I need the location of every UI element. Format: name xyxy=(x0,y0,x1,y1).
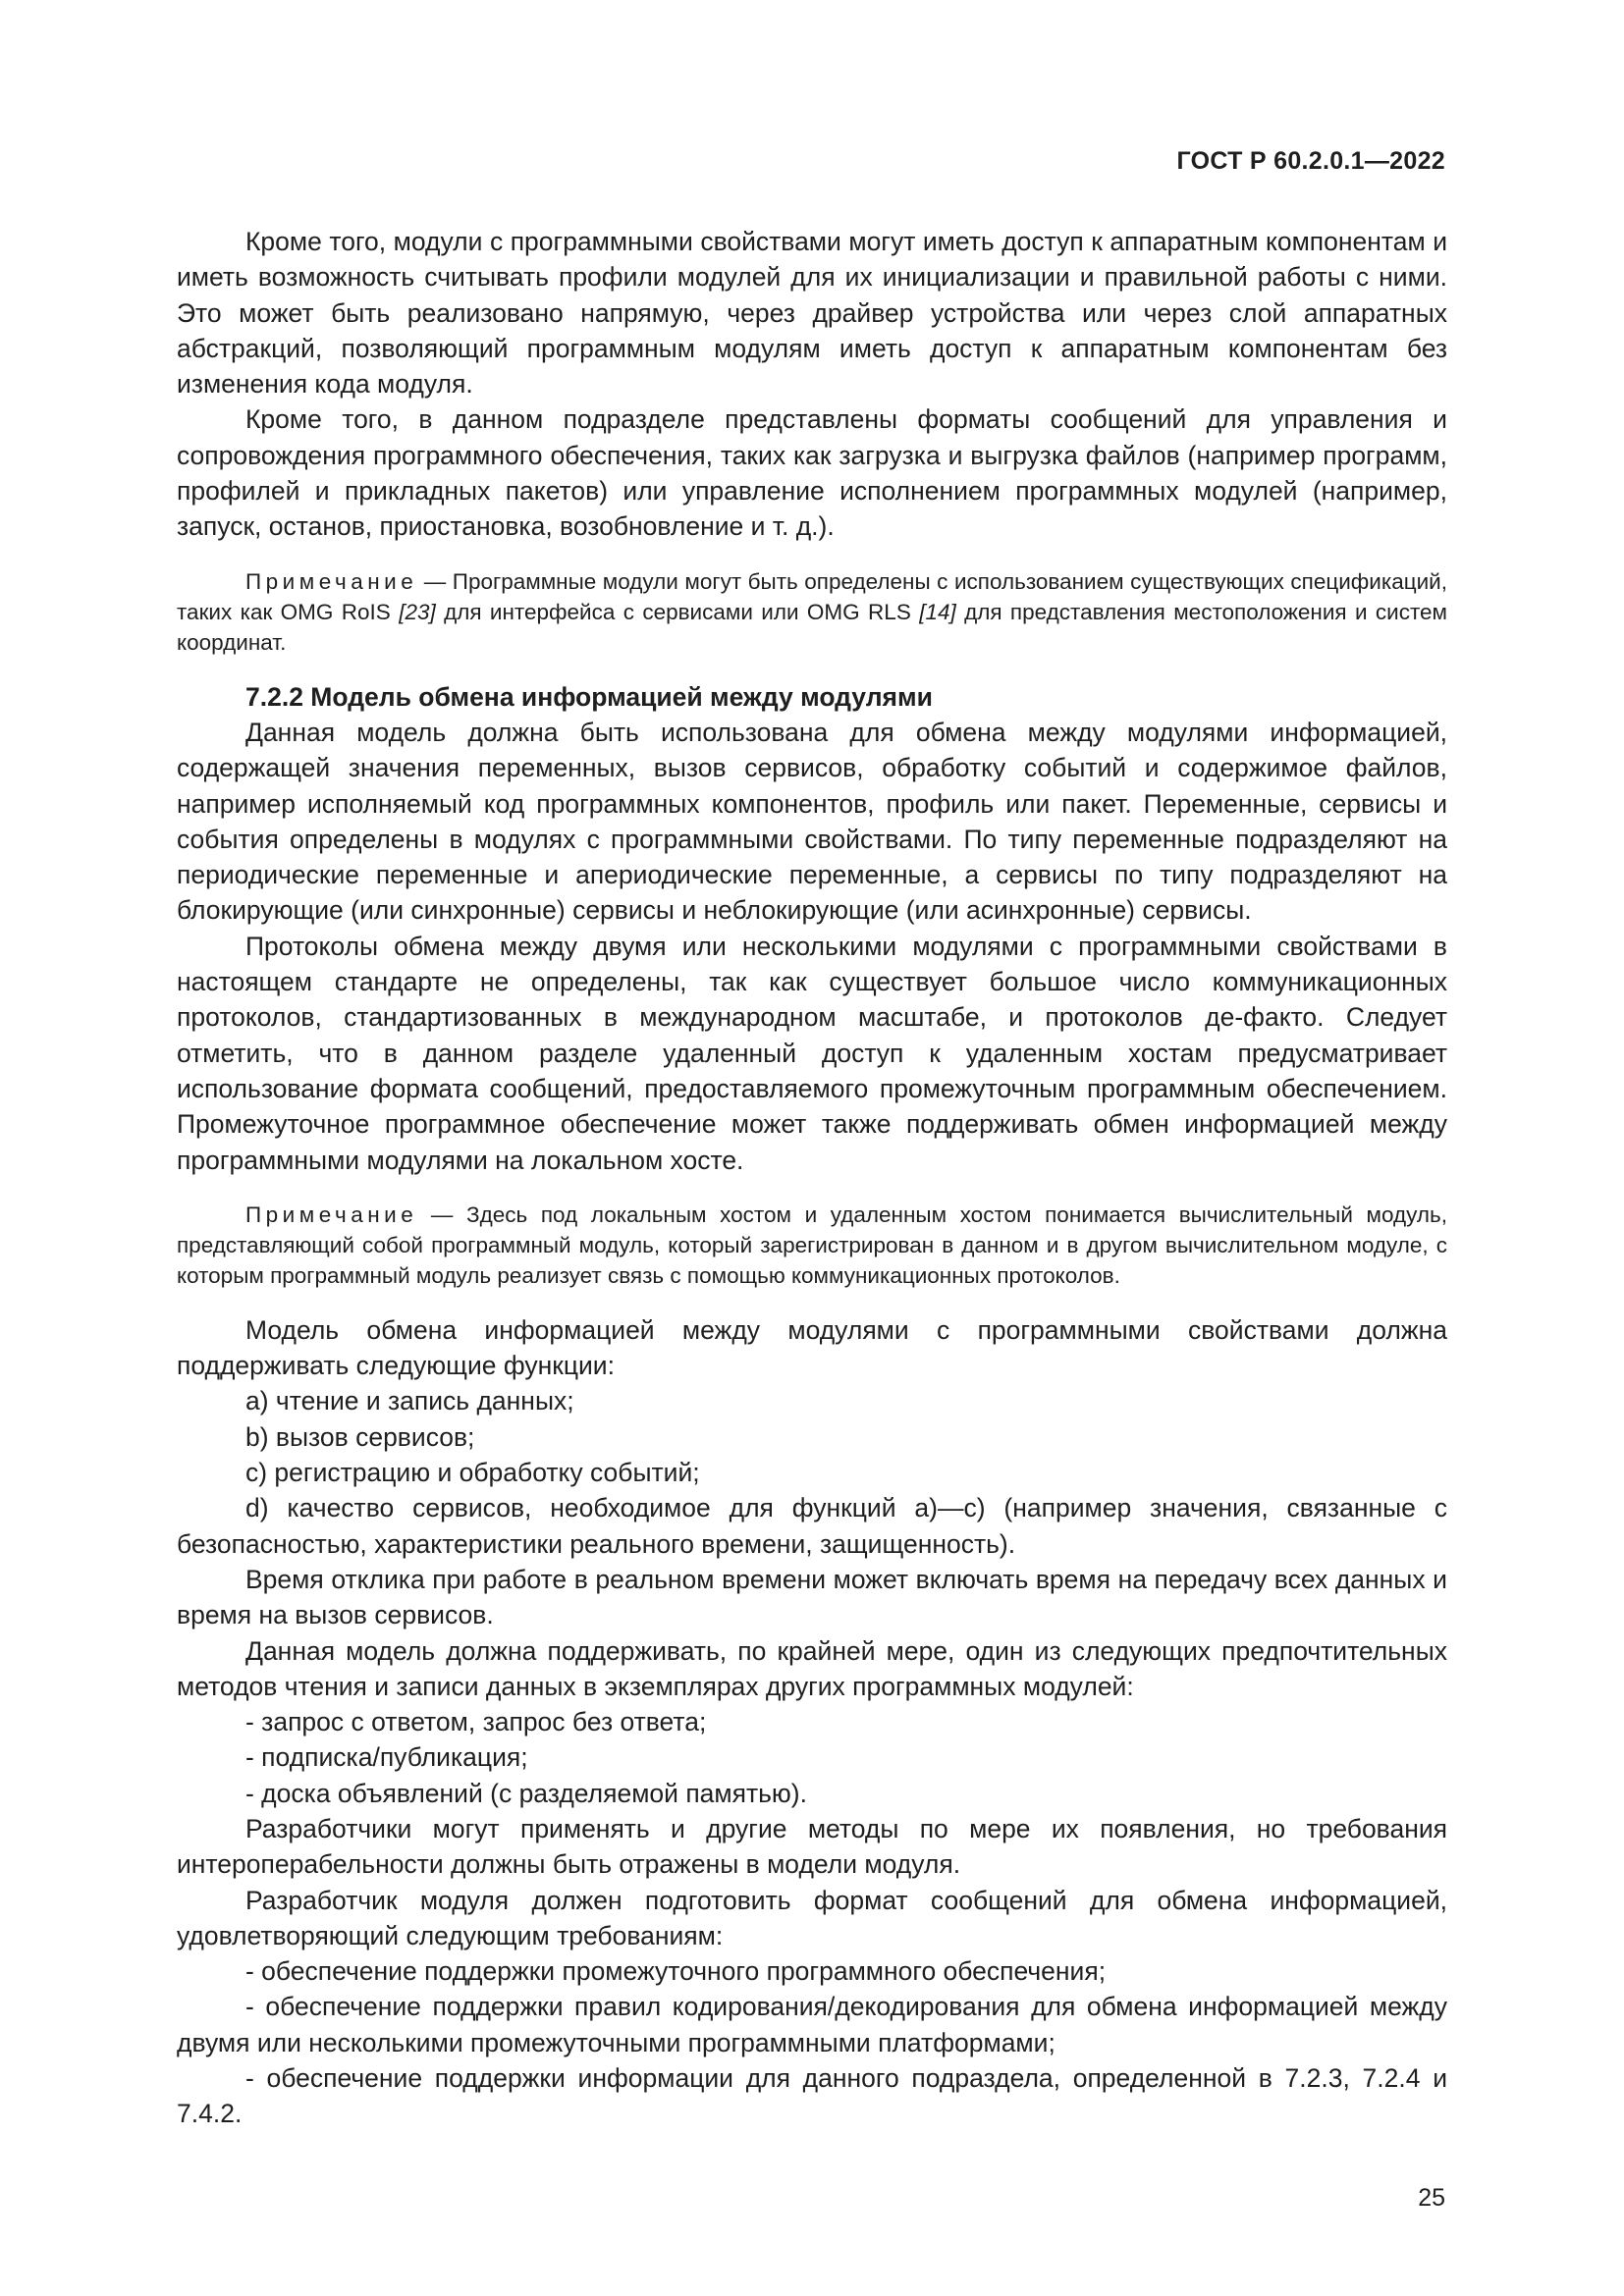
section-heading: 7.2.2 Модель обмена информацией между модулями xyxy=(245,681,933,712)
paragraph: Модель обмена информацией между модулями с программными свойствами должна поддерживать следующие функции: xyxy=(177,1314,1447,1381)
list-item: - обеспечение поддержки промежуточного программного обеспечения; xyxy=(245,1956,1107,1987)
list-item: a) чтение и запись данных; xyxy=(245,1386,574,1416)
list-item: - запрос с ответом, запрос без ответа; xyxy=(245,1707,707,1737)
note: Примечание — Здесь под локальным хостом и удаленным хостом понимается вычислительный модуль, представляющий собой программный модуль, который зарегистрирован в данном и в другом вычислительном модуле, с которым программный модуль реализует связь с помощью коммуникационных протоколов. xyxy=(177,1201,1447,1288)
note-label: Примечание xyxy=(245,1201,418,1227)
list-item: b) вызов сервисов; xyxy=(245,1421,475,1452)
list-item: c) регистрацию и обработку событий; xyxy=(245,1458,700,1488)
document-body xyxy=(177,224,1447,2132)
document-header: ГОСТ Р 60.2.0.1—2022 xyxy=(1176,147,1445,175)
page-number: 25 xyxy=(1418,2184,1445,2212)
paragraph: Разработчик модуля должен подготовить формат сообщений для обмена информацией, удовлетворяющий следующим требованиям: xyxy=(177,1885,1447,1950)
paragraph: Данная модель должна быть использована для обмена между модулями информацией, содержащей значения переменных, вызов сервисов, обработку событий и содержимое файлов, например исполняемый код программных компонентов, профиль или пакет. Переменные, сервисы и события определены в модулях с программными свойствами. По типу переменные подразделяют на периодические переменные и апериодические переменные, а сервисы по типу подразделяют на блокирующие (или синхронные) сервисы и неблокирующие (или асинхронные) сервисы. xyxy=(177,717,1447,926)
paragraph: Протоколы обмена между двумя или несколькими модулями с программными свойствами в настоящем стандарте не определены, так как существует большое число коммуникационных протоколов, стандартизованных в международном масштабе, и протоколов де-факто. Следует отметить, что в данном разделе удаленный доступ к удаленным хостам предусматривает использование формата сообщений, предоставляемого промежуточным программным обеспечением. Промежуточное программное обеспечение может также поддерживать обмен информацией между программными модулями на локальном хосте. xyxy=(177,931,1447,1175)
list-item: - обеспечение поддержки правил кодирования/декодирования для обмена информацией между двумя или несколькими промежуточными программными платформами; xyxy=(177,1992,1447,2057)
paragraph: Разработчики могут применять и другие методы по мере их появления, но требования интероперабельности должны быть отражены в модели модуля. xyxy=(177,1813,1447,1880)
paragraph: Кроме того, модули с программными свойствами могут иметь доступ к аппаратным компонентам и иметь возможность считывать профили модулей для их инициализации и правильной работы с ними. Это может быть реализовано напрямую, через драйвер устройства или через слой аппаратных абстракций, позволяющий программным модулям иметь доступ к аппаратным компонентам без изменения кода модуля. xyxy=(177,227,1447,400)
paragraph: Данная модель должна поддерживать, по крайней мере, один из следующих предпочтительных методов чтения и записи данных в экземплярах других программных модулей: xyxy=(177,1635,1447,1701)
note: Примечание — Программные модули могут быть определены с использованием существующих спецификаций, таких как OMG RoIS [23] для интерфейса с сервисами или OMG RLS [14] для представления местоположения и систем координат. xyxy=(177,568,1448,655)
list-item: - подписка/публикация; xyxy=(245,1742,528,1773)
list-item: - доска объявлений (с разделяемой памятью). xyxy=(245,1778,807,1808)
list-item: d) качество сервисов, необходимое для функций a)—c) (например значения, связанные с безопасностью, характеристики реального времени, защищенность). xyxy=(177,1493,1447,1559)
paragraph: Время отклика при работе в реальном времени может включать время на передачу всех данных и время на вызов сервисов. xyxy=(177,1564,1447,1630)
paragraph: Кроме того, в данном подразделе представлены форматы сообщений для управления и сопровождения программного обеспечения, таких как загрузка и выгрузка файлов (например программ, профилей и прикладных пакетов) или управление исполнением программных модулей (например, запуск, останов, приостановка, возобновление и т. д.). xyxy=(177,404,1447,542)
reference: [14] xyxy=(919,599,956,624)
list-item: - обеспечение поддержки информации для данного подраздела, определенной в 7.2.3, 7.2.4 и 7.4.2. xyxy=(177,2063,1447,2129)
reference: [23] xyxy=(399,599,436,624)
note-label: Примечание xyxy=(245,568,418,594)
